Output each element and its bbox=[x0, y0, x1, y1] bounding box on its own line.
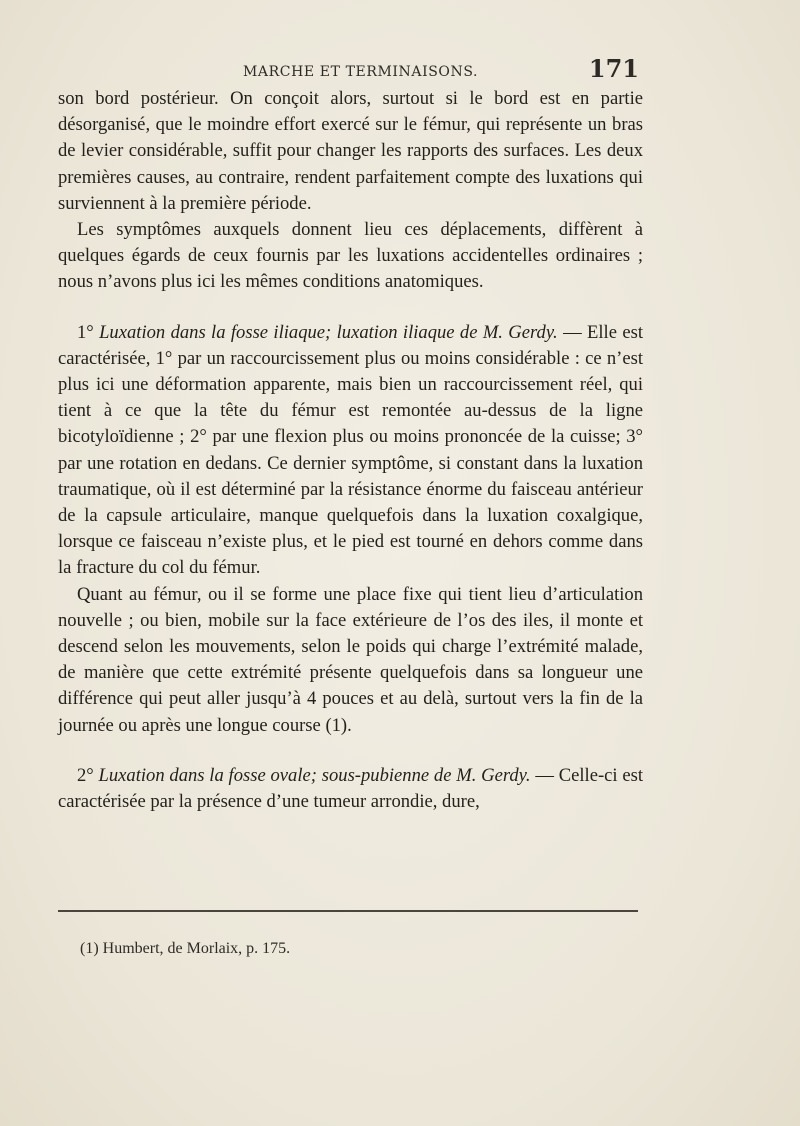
body-text bbox=[58, 86, 643, 815]
section-body-oval: — Celle-ci est caractérisée par la présence d’une tumeur arrondie, dure, bbox=[58, 764, 643, 813]
section-body-iliac: — Elle est caractérisée, 1° par un raccourcissement plus ou moins considérable : ce n’est plus ici une déformation apparente, mais bien un raccourcissement réel, qui tient à ce que la tête du fémur est remontée au-dessus de la ligne bicotyloïdienne ; 2° par une flexion plus ou moins prononcée de la cuisse; 3° par une rotation en dedans. Ce dernier symptôme, si constant dans la luxation traumatique, où il est déterminé par la résistance énorme du faisceau antérieur de la capsule articulaire, manque quelquefois dans la luxation coxalgique, lorsque ce faisceau n’existe plus, et le pied est tourné en dehors comme dans la fracture du col du fémur. bbox=[58, 321, 643, 579]
paragraph-femur: Quant au fémur, ou il se forme une place fixe qui tient lieu d’articulation nouvelle ; ou bien, mobile sur la face extérieure de l’os des iles, il monte et descend selon les mouvements, selon le poids qui charge l’extrémité malade, de manière que cette extrémité présente quelquefois dans sa longueur une différence qui peut aller jusqu’à 4 pouces et au delà, surtout vers la fin de la journée ou après une longue course (1). bbox=[58, 583, 643, 736]
running-title: MARCHE ET TERMINAISONS. bbox=[243, 64, 479, 80]
section-number-1: 1° bbox=[77, 321, 94, 343]
section-heading-iliac: Luxation dans la fosse iliaque; luxation iliaque de M. Gerdy. bbox=[99, 321, 558, 343]
footnote-rule bbox=[58, 910, 638, 912]
paragraph-iliac-luxation bbox=[58, 320, 643, 582]
section-number-2: 2° bbox=[77, 764, 94, 786]
section-heading-oval: Luxation dans la fosse ovale; sous-pubienne de M. Gerdy. bbox=[98, 764, 531, 786]
paragraph-continuation: son bord postérieur. On conçoit alors, surtout si le bord est en partie désorganisé, que le moindre effort exercé sur le fémur, qui représente un bras de levier considérable, suffit pour changer les rapports des surfaces. Les deux premières causes, au contraire, rendent parfaitement compte des luxations qui surviennent à la première période. bbox=[58, 88, 643, 214]
paragraph-oval-luxation bbox=[58, 763, 643, 815]
running-head bbox=[58, 54, 643, 86]
page-number: 171 bbox=[588, 54, 639, 83]
footnote: (1) Humbert, de Morlaix, p. 175. bbox=[80, 940, 291, 957]
paragraph-symptoms: Les symptômes auxquels donnent lieu ces déplacements, diffèrent à quelques égards de ceux fournis par les luxations accidentelles ordinaires ; nous n’avons plus ici les mêmes conditions anatomiques. bbox=[58, 219, 643, 293]
